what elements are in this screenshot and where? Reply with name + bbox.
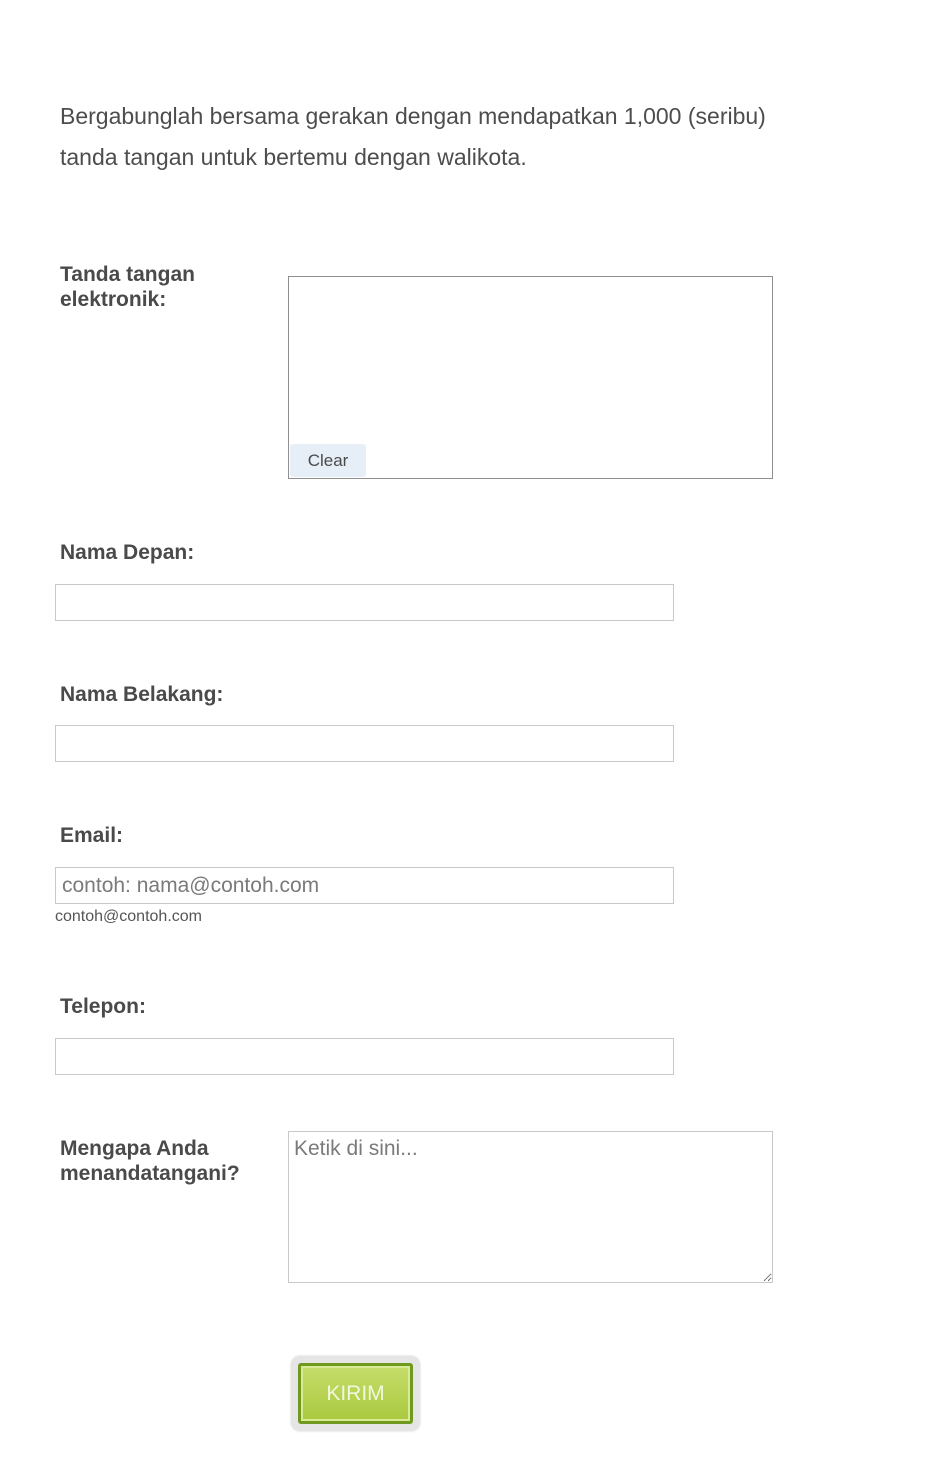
- reason-label: [60, 1136, 240, 1186]
- phone-label: Telepon:: [60, 995, 146, 1018]
- reason-label-line-1: Mengapa Anda: [60, 1137, 209, 1160]
- phone-input[interactable]: [55, 1038, 674, 1075]
- signature-label: [60, 262, 195, 312]
- signature-label-line-2: elektronik:: [60, 288, 167, 311]
- email-hint: contoh@contoh.com: [55, 908, 202, 925]
- last-name-label: Nama Belakang:: [60, 683, 224, 706]
- first-name-input[interactable]: [55, 584, 674, 621]
- last-name-input[interactable]: [55, 725, 674, 762]
- intro-line-2: tanda tangan untuk bertemu dengan walikota.: [60, 144, 527, 170]
- intro-line-1: Bergabunglah bersama gerakan dengan mendapatkan 1,000 (seribu): [60, 103, 766, 129]
- email-label: Email:: [60, 824, 124, 847]
- reason-label-line-2: menandatangani?: [60, 1162, 240, 1185]
- signature-pad[interactable]: [288, 276, 773, 479]
- intro-text: [60, 96, 860, 178]
- email-input[interactable]: [55, 867, 674, 904]
- signature-label-line-1: Tanda tangan: [60, 263, 195, 286]
- clear-signature-button[interactable]: Clear: [290, 444, 366, 477]
- reason-textarea[interactable]: [288, 1131, 773, 1283]
- first-name-label: Nama Depan:: [60, 541, 195, 564]
- submit-button-frame: [291, 1356, 420, 1431]
- submit-button[interactable]: KIRIM: [298, 1363, 413, 1424]
